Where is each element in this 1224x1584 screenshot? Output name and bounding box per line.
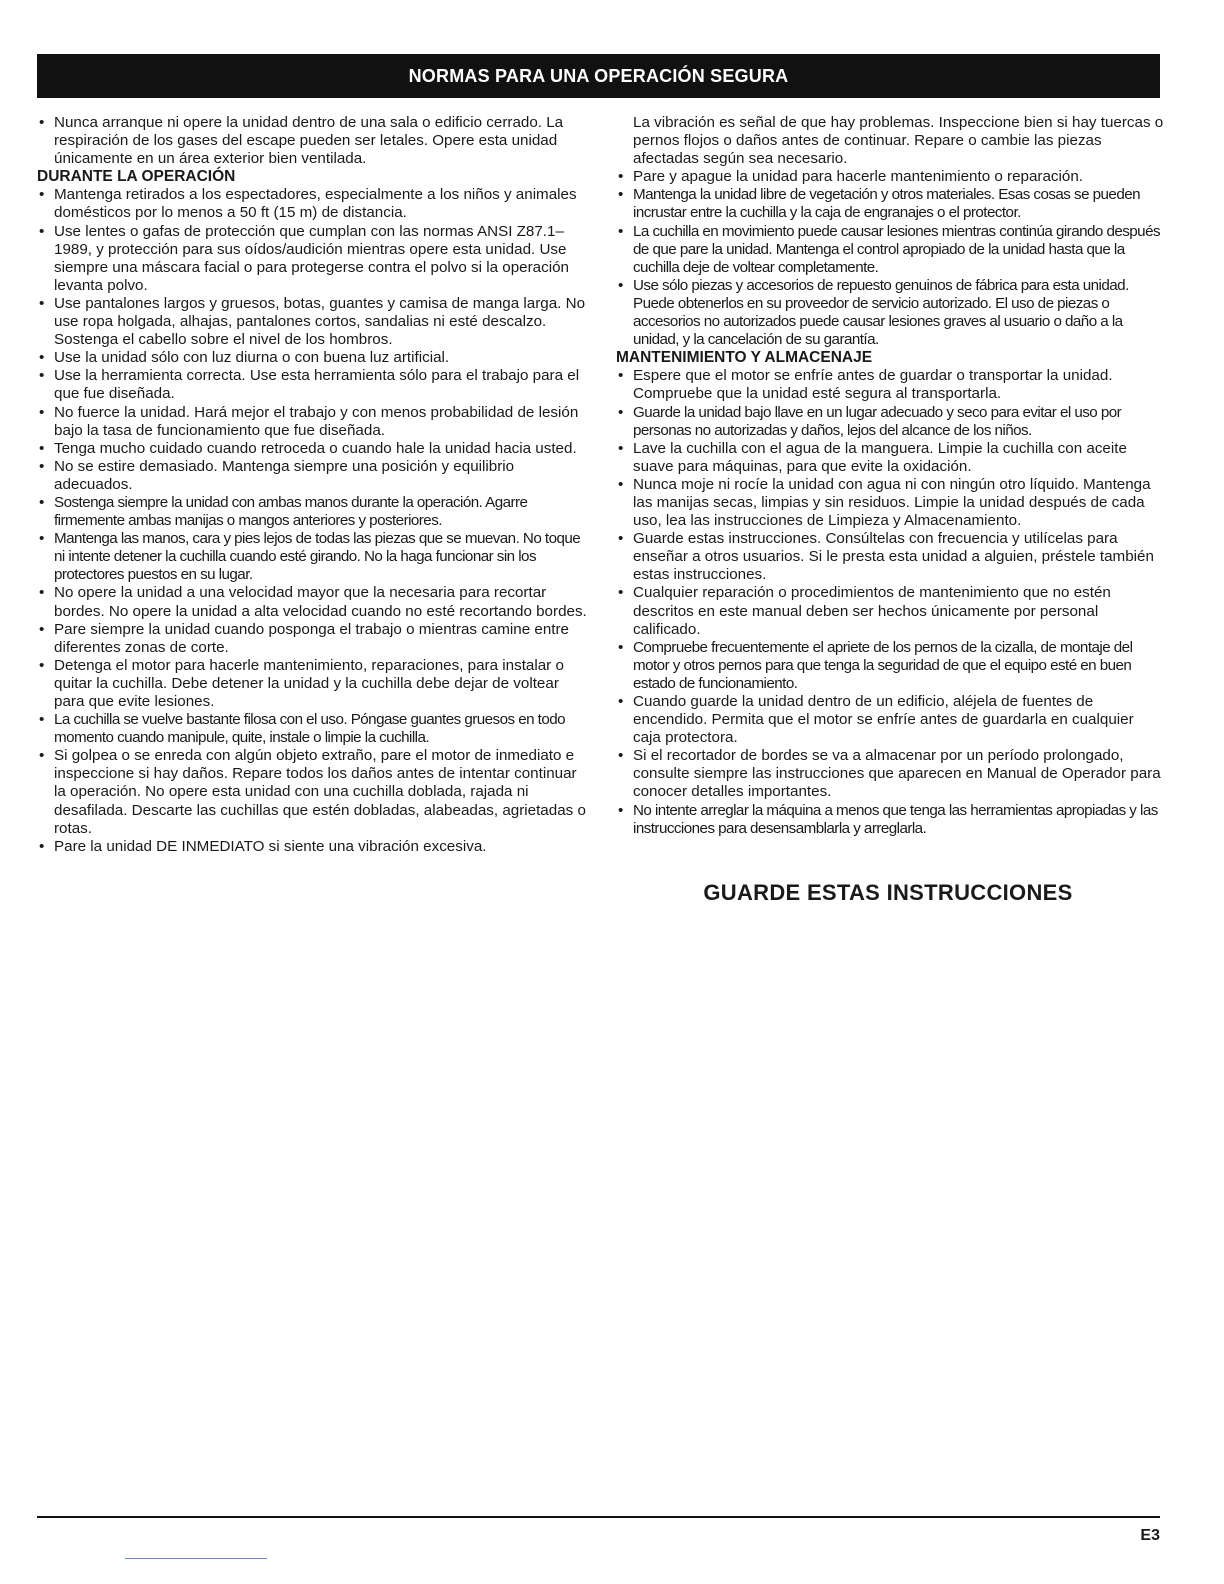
section-heading-operation: DURANTE LA OPERACIÓN bbox=[37, 168, 236, 186]
list-item: • Nunca arranque ni opere la unidad dentro de una sala o edificio cerrado. La respiración de los gases del escape pueden ser letales. Opere esta unidad únicamente en un área exterior bien ventilada. bbox=[37, 114, 587, 168]
page-title: NORMAS PARA UNA OPERACIÓN SEGURA bbox=[408, 65, 789, 86]
list-item: • Cualquier reparación o procedimientos de mantenimiento que no estén descritos en este manual deben ser hechos únicamente por personal calificado. bbox=[616, 584, 1164, 638]
list-item: • No se estire demasiado. Mantenga siempre una posición y equilibrio adecuados. bbox=[37, 458, 587, 494]
list-item: • La cuchilla en movimiento puede causar lesiones mientras continúa girando después de que pare la unidad. Mantenga el control apropiado de la unidad hasta que la cuchilla deje de voltear completamente. bbox=[616, 223, 1164, 277]
list-item: • No intente arreglar la máquina a menos que tenga las herramientas apropiadas y las instrucciones para desensamblarla y arreglarla. bbox=[616, 802, 1164, 838]
list-item: • Lave la cuchilla con el agua de la manguera. Limpie la cuchilla con aceite suave para máquinas, para que evite la oxidación. bbox=[616, 440, 1164, 476]
list-item: • Mantenga retirados a los espectadores, especialmente a los niños y animales domésticos por lo menos a 50 ft (15 m) de distancia. bbox=[37, 186, 587, 222]
list-item: • Nunca moje ni rocíe la unidad con agua ni con ningún otro líquido. Mantenga las manijas secas, limpias y sin residuos. Limpie la unidad después de cada uso, lea las instrucciones de Limpieza y Almacenamiento. bbox=[616, 476, 1164, 530]
list-item: • Use la herramienta correcta. Use esta herramienta sólo para el trabajo para el que fue diseñada. bbox=[37, 367, 587, 403]
list-item: • Use lentes o gafas de protección que cumplan con las normas ANSI Z87.1–1989, y protección para sus oídos/audición mientras opere esta unidad. Use siempre una máscara facial o para protegerse contra el polvo si la operación levanta polvo. bbox=[37, 223, 587, 295]
list-item: • Compruebe frecuentemente el apriete de los pernos de la cizalla, de montaje del motor y otros pernos para que tenga la seguridad de que el equipo esté en buen estado de funcionamiento. bbox=[616, 639, 1164, 693]
section-title-banner bbox=[37, 54, 1160, 98]
list-item: • Mantenga la unidad libre de vegetación y otros materiales. Esas cosas se pueden incrustar entre la cuchilla y la caja de engranajes o el protector. bbox=[616, 186, 1164, 222]
closing-heading: GUARDE ESTAS INSTRUCCIONES bbox=[703, 880, 1073, 905]
list-item: • Sostenga siempre la unidad con ambas manos durante la operación. Agarre firmemente ambas manijas o mangos anteriores y posteriores. bbox=[37, 494, 587, 530]
list-item: • Use sólo piezas y accesorios de repuesto genuinos de fábrica para esta unidad. Puede obtenerlos en su proveedor de servicio autorizado. El uso de piezas o accesorios no autorizados puede causar lesiones graves al usuario o daño a la unidad, y la cancelación de su garantía. bbox=[616, 277, 1164, 349]
list-item: • Espere que el motor se enfríe antes de guardar o transportar la unidad. Compruebe que la unidad esté segura al transportarla. bbox=[616, 367, 1164, 403]
list-item: • Pare y apague la unidad para hacerle mantenimiento o reparación. bbox=[616, 168, 1164, 186]
list-item: • Guarde la unidad bajo llave en un lugar adecuado y seco para evitar el uso por personas no autorizadas y daños, lejos del alcance de los niños. bbox=[616, 404, 1164, 440]
list-item: • Pare la unidad DE INMEDIATO si siente una vibración excesiva. bbox=[37, 838, 587, 856]
list-item: • Pare siempre la unidad cuando posponga el trabajo o mientras camine entre diferentes zonas de corte. bbox=[37, 621, 587, 657]
list-item: • Si golpea o se enreda con algún objeto extraño, pare el motor de inmediato e inspeccione si hay daños. Repare todos los daños antes de intentar continuar la operación. No opere esta unidad con una cuchilla doblada, rajada ni desafilada. Descarte las cuchillas que estén dobladas, alabeadas, agrietadas o rotas. bbox=[37, 747, 587, 837]
list-item: • Use la unidad sólo con luz diurna o con buena luz artificial. bbox=[37, 349, 587, 367]
list-item: • Si el recortador de bordes se va a almacenar por un período prolongado, consulte siempre las instrucciones que aparecen en Manual de Operador para conocer detalles importantes. bbox=[616, 747, 1164, 801]
page-number: E3 bbox=[1140, 1527, 1160, 1544]
continued-paragraph: La vibración es señal de que hay problemas. Inspeccione bien si hay tuercas o pernos flojos o daños antes de continuar. Repare o cambie las piezas afectadas según sea necesario. bbox=[633, 114, 1164, 168]
list-item: • Use pantalones largos y gruesos, botas, guantes y camisa de manga larga. No use ropa holgada, alhajas, pantalones cortos, sandalias ni esté descalzo. Sostenga el cabello sobre el nivel de los hombros. bbox=[37, 295, 587, 349]
list-item: • La cuchilla se vuelve bastante filosa con el uso. Póngase guantes gruesos en todo momento cuando manipule, quite, instale o limpie la cuchilla. bbox=[37, 711, 587, 747]
list-item: • Guarde estas instrucciones. Consúltelas con frecuencia y utilícelas para enseñar a otros usuarios. Si le presta esta unidad a alguien, préstele también estas instrucciones. bbox=[616, 530, 1164, 584]
list-item: • No opere la unidad a una velocidad mayor que la necesaria para recortar bordes. No opere la unidad a alta velocidad cuando no esté recortando bordes. bbox=[37, 584, 587, 620]
safety-list bbox=[616, 168, 1164, 349]
operation-list bbox=[37, 186, 587, 855]
left-column bbox=[37, 114, 587, 856]
maintenance-list bbox=[616, 367, 1164, 837]
footer-divider bbox=[37, 1516, 1160, 1518]
list-item: • Tenga mucho cuidado cuando retroceda o cuando hale la unidad hacia usted. bbox=[37, 440, 587, 458]
intro-list bbox=[37, 114, 587, 168]
footer-mark bbox=[125, 1558, 267, 1559]
list-item: • Cuando guarde la unidad dentro de un edificio, aléjela de fuentes de encendido. Permita que el motor se enfríe antes de guardarla en cualquier caja protectora. bbox=[616, 693, 1164, 747]
list-item: • Detenga el motor para hacerle mantenimiento, reparaciones, para instalar o quitar la cuchilla. Debe detener la unidad y la cuchilla debe dejar de voltear para que evite lesiones. bbox=[37, 657, 587, 711]
list-item: • Mantenga las manos, cara y pies lejos de todas las piezas que se muevan. No toque ni intente detener la cuchilla cuando esté girando. No la haga funcionar sin los protectores puestos en su lugar. bbox=[37, 530, 587, 584]
right-column bbox=[616, 114, 1164, 838]
section-heading-maintenance: MANTENIMIENTO Y ALMACENAJE bbox=[616, 349, 873, 367]
list-item: • No fuerce la unidad. Hará mejor el trabajo y con menos probabilidad de lesión bajo la tasa de funcionamiento que fue diseñada. bbox=[37, 404, 587, 440]
